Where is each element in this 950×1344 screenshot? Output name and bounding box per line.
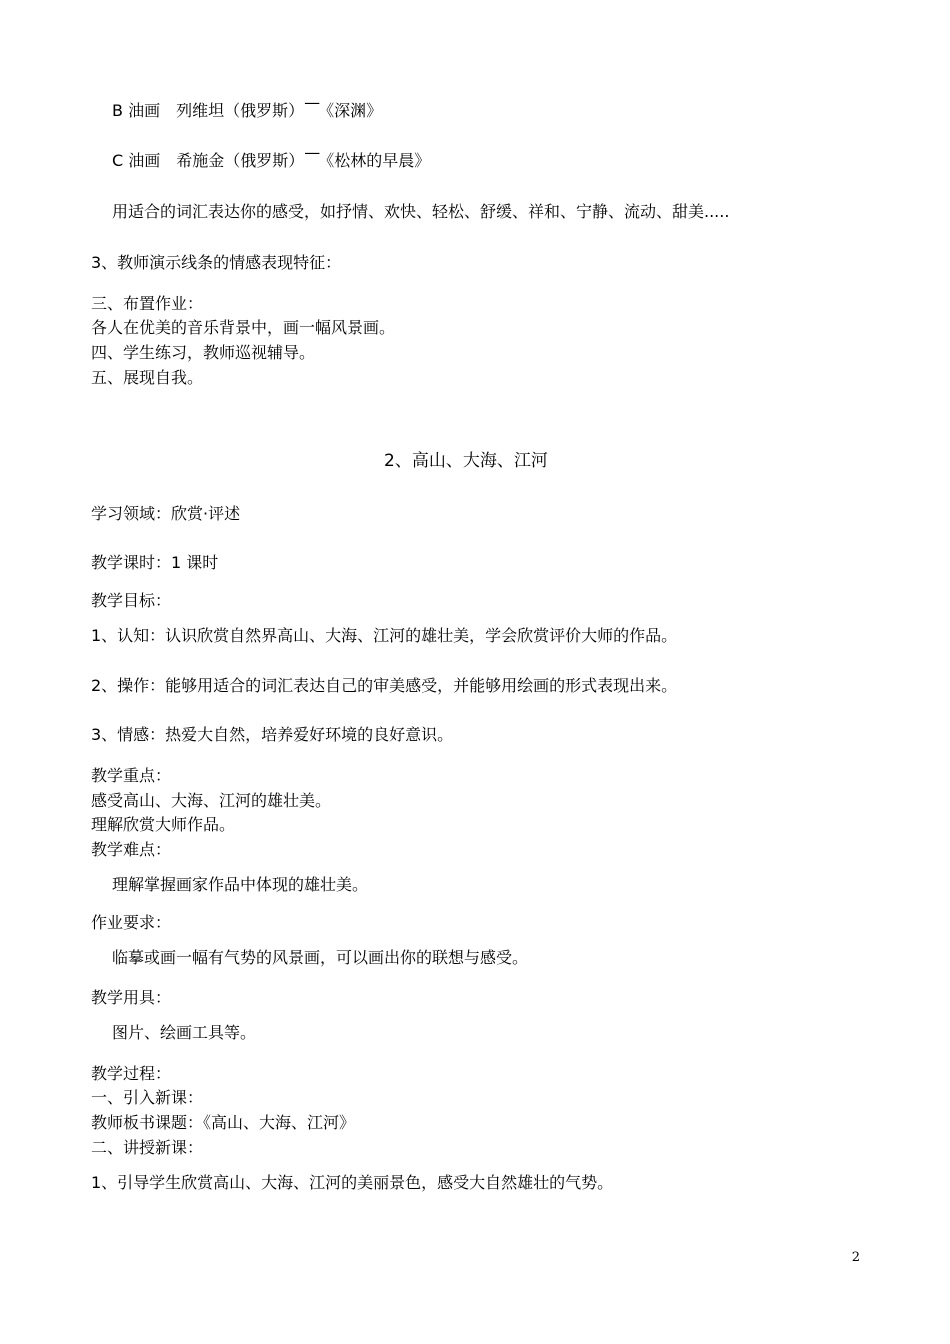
lesson-hours: 教学课时：1 课时 bbox=[91, 553, 219, 572]
artwork-label: C 油画 希施金（俄罗斯） bbox=[112, 151, 305, 170]
teach-heading: 二、讲授新课： bbox=[91, 1138, 204, 1157]
assignment-heading: 作业要求： bbox=[91, 913, 172, 932]
homework-text: 各人在优美的音乐背景中，画一幅风景画。 bbox=[91, 318, 396, 337]
teach-step-1: 1、引导学生欣赏高山、大海、江河的美丽景色，感受大自然雄壮的气势。 bbox=[91, 1173, 614, 1192]
key-heading: 教学重点： bbox=[91, 766, 172, 785]
goal-item: 1、认知：认识欣赏自然界高山、大海、江河的雄壮美，学会欣赏评价大师的作品。 bbox=[91, 626, 678, 645]
em-dash: — bbox=[304, 143, 319, 162]
assignment-text: 临摹或画一幅有气势的风景画，可以画出你的联想与感受。 bbox=[112, 948, 529, 967]
artwork-title: 《深渊》 bbox=[318, 101, 383, 120]
goals-heading: 教学目标： bbox=[91, 591, 172, 610]
artwork-line-c bbox=[112, 143, 431, 172]
lesson-title: 2、高山、大海、江河 bbox=[384, 451, 548, 471]
learning-field: 学习领域：欣赏·评述 bbox=[91, 504, 241, 523]
difficulty-text: 理解掌握画家作品中体现的雄壮美。 bbox=[112, 875, 369, 894]
goal-item: 3、情感：热爱大自然，培养爱好环境的良好意识。 bbox=[91, 725, 454, 744]
step-3: 3、教师演示线条的情感表现特征： bbox=[91, 253, 342, 272]
key-point: 感受高山、大海、江河的雄壮美。 bbox=[91, 791, 332, 810]
vocab-prompt: 用适合的词汇表达你的感受，如抒情、欢快、轻松、舒缓、祥和、宁静、流动、甜美..... bbox=[112, 202, 730, 221]
artwork-line-b bbox=[112, 93, 383, 122]
intro-text: 教师板书课题：《高山、大海、江河》 bbox=[91, 1113, 356, 1132]
show-step: 五、展现自我。 bbox=[91, 368, 204, 387]
difficulty-heading: 教学难点： bbox=[91, 840, 172, 859]
artwork-title: 《松林的早晨》 bbox=[318, 151, 431, 170]
page-number: 2 bbox=[851, 1250, 860, 1265]
practice-step: 四、学生练习，教师巡视辅导。 bbox=[91, 343, 316, 362]
process-heading: 教学过程： bbox=[91, 1064, 172, 1083]
tools-heading: 教学用具： bbox=[91, 988, 172, 1007]
tools-text: 图片、绘画工具等。 bbox=[112, 1023, 257, 1042]
artwork-label: B 油画 列维坦（俄罗斯） bbox=[112, 101, 305, 120]
em-dash: — bbox=[304, 93, 319, 112]
intro-heading: 一、引入新课： bbox=[91, 1088, 204, 1107]
homework-heading: 三、布置作业： bbox=[91, 294, 204, 313]
goal-item: 2、操作：能够用适合的词汇表达自己的审美感受，并能够用绘画的形式表现出来。 bbox=[91, 676, 678, 695]
key-point: 理解欣赏大师作品。 bbox=[91, 815, 236, 834]
